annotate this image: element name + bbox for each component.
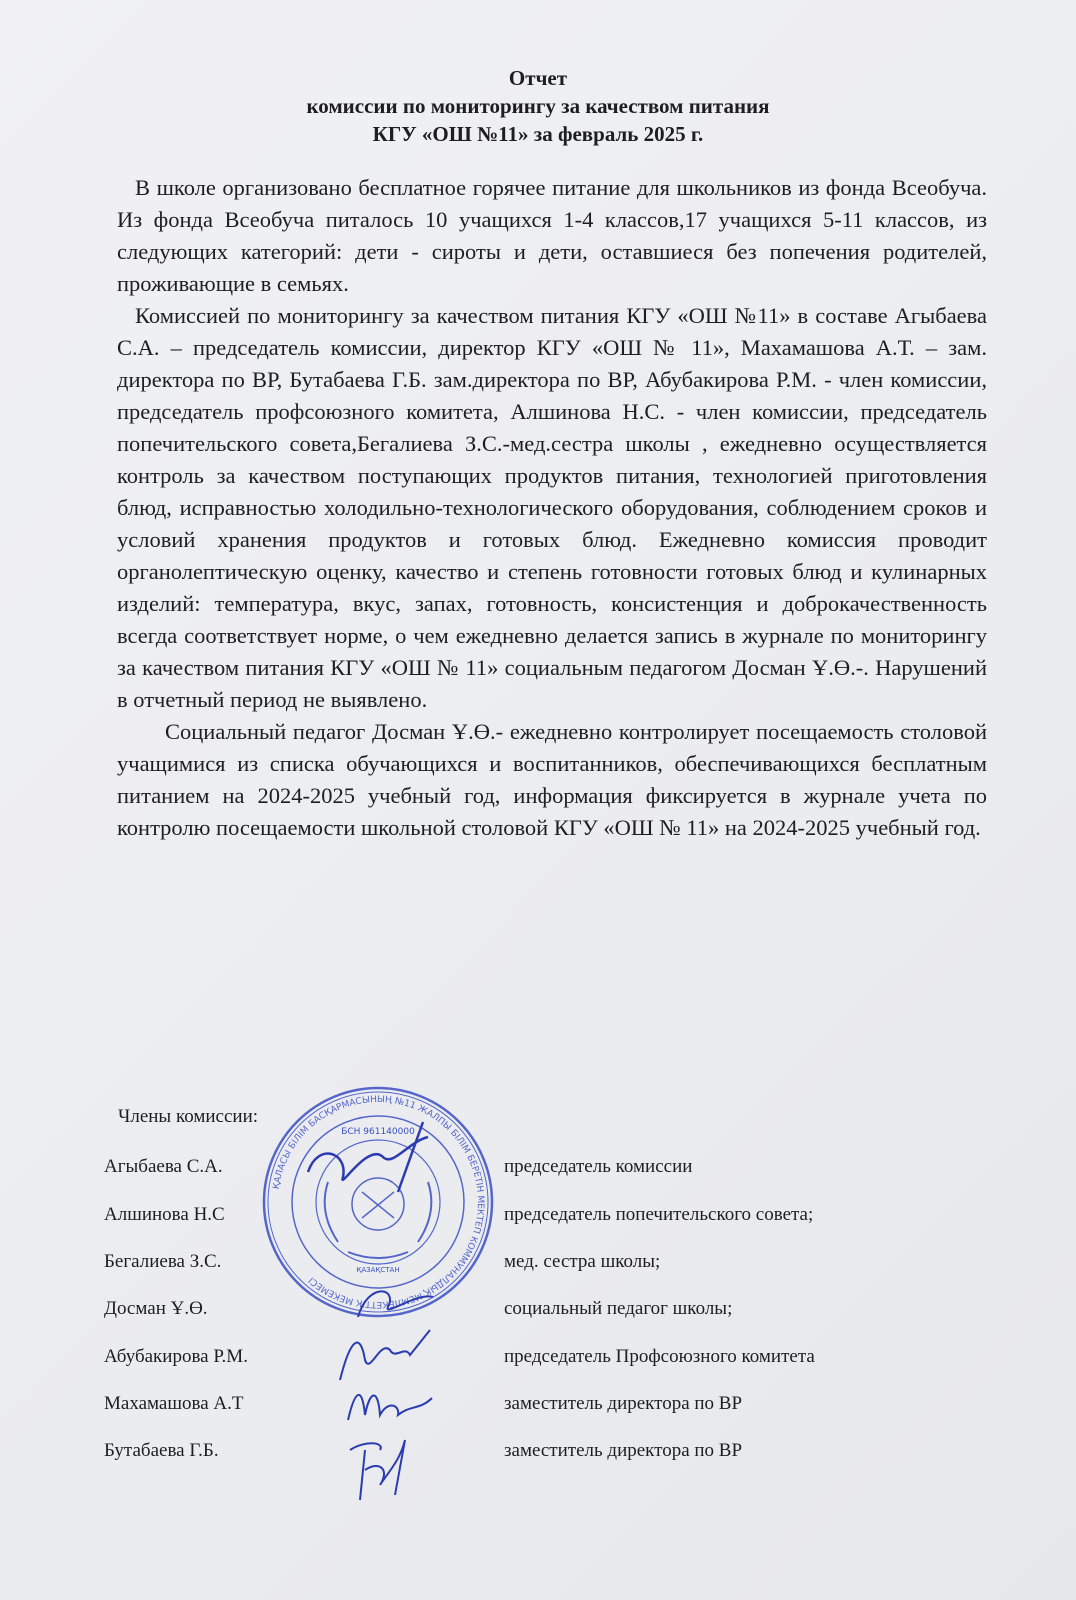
paragraph-2: Комиссией по мониторингу за качеством питания КГУ «ОШ №11» в составе Агыбаева С.А. – председатель комиссии, директор КГУ «ОШ № 11», Махамашова А.Т. – зам. директора по ВР, Бутабаева Г.Б. зам.директора по ВР, Абубакирова Р.М. - член комиссии, председатель профсоюзного комитета, Алшинова Н.С. - член комиссии, председатель попечительского совета,Бегалиева З.С.-мед.сестра школы , ежедневно осуществляется контроль за качеством поступающих продуктов питания, технологией приготовления блюд, исправностью холодильно-технологического оборудования, соблюдением сроков и условий хранения продуктов и готовых блюд. Ежедневно комиссия проводит органолептическую оценку, качество и степень готовности готовых блюд и кулинарных изделий: температура, вкус, запах, готовность, консистенция и доброкачественность всегда соответствует норме, о чем ежедневно делается запись в журнале по мониторингу за качеством питания КГУ «ОШ № 11» социальным педагогом Досман Ұ.Ө.-. Нарушений в отчетный период не выявлено. bbox=[117, 303, 987, 712]
document-title bbox=[0, 64, 1076, 148]
stamp-bin: БСН 961140000 bbox=[341, 1127, 415, 1137]
member-name: Алшинова Н.С bbox=[104, 1204, 225, 1225]
member-role: мед. сестра школы; bbox=[504, 1251, 661, 1272]
title-line-3: КГУ «ОШ №11» за февраль 2025 г. bbox=[372, 122, 704, 146]
paragraph-1: В школе организовано бесплатное горячее питание для школьников из фонда Всеобуча. Из фонда Всеобуча питалось 10 учащихся 1-4 классов,17 учащихся 5-11 классов, из следующих категорий: дети - сироты и дети, оставшиеся без попечения родителей, проживающие в семьях. bbox=[117, 175, 987, 296]
member-name: Досман Ұ.Ө. bbox=[104, 1298, 208, 1319]
signature-butabaeva bbox=[335, 1420, 425, 1510]
member-role: заместитель директора по ВР bbox=[504, 1440, 743, 1461]
title-line-2: комиссии по мониторингу за качеством питания bbox=[306, 94, 770, 118]
paragraph-3: Социальный педагог Досман Ұ.Ө.- ежедневно контролирует посещаемость столовой учащимися из списка обучающихся и воспитанников, обеспечивающихся бесплатным питанием на 2024-2025 учебный год, информация фиксируется в журнале учета по контролю посещаемости школьной столовой КГУ «ОШ № 11» на 2024-2025 учебный год. bbox=[117, 719, 987, 840]
member-name: Абубакирова Р.М. bbox=[104, 1346, 248, 1367]
stamp-country: ҚАЗАҚСТАН bbox=[356, 1266, 400, 1274]
member-name: Бегалиева З.С. bbox=[104, 1251, 222, 1272]
member-role: председатель комиссии bbox=[504, 1156, 693, 1177]
member-name: Агыбаева С.А. bbox=[104, 1156, 223, 1177]
member-role: заместитель директора по ВР bbox=[504, 1393, 743, 1414]
official-stamp bbox=[258, 1082, 498, 1322]
member-role: председатель попечительского совета; bbox=[504, 1204, 814, 1225]
stamp-text: ҚАЛАСЫ БІЛІМ БАСҚАРМАСЫНЫҢ №11 ЖАЛПЫ БІЛІМ БЕРЕТІН МЕКТЕП КОММУНАЛДЫҚ МЕМЛЕКЕТТІК МЕКЕМЕСІ bbox=[271, 1094, 486, 1310]
member-name: Махамашова А.Т bbox=[104, 1393, 244, 1414]
title-line-1: Отчет bbox=[508, 66, 568, 90]
report-body bbox=[117, 172, 987, 844]
member-role: председатель Профсоюзного комитета bbox=[504, 1346, 815, 1367]
member-role: социальный педагог школы; bbox=[504, 1298, 733, 1319]
members-label: Члены комиссии: bbox=[118, 1106, 259, 1127]
member-name: Бутабаева Г.Б. bbox=[104, 1440, 219, 1461]
